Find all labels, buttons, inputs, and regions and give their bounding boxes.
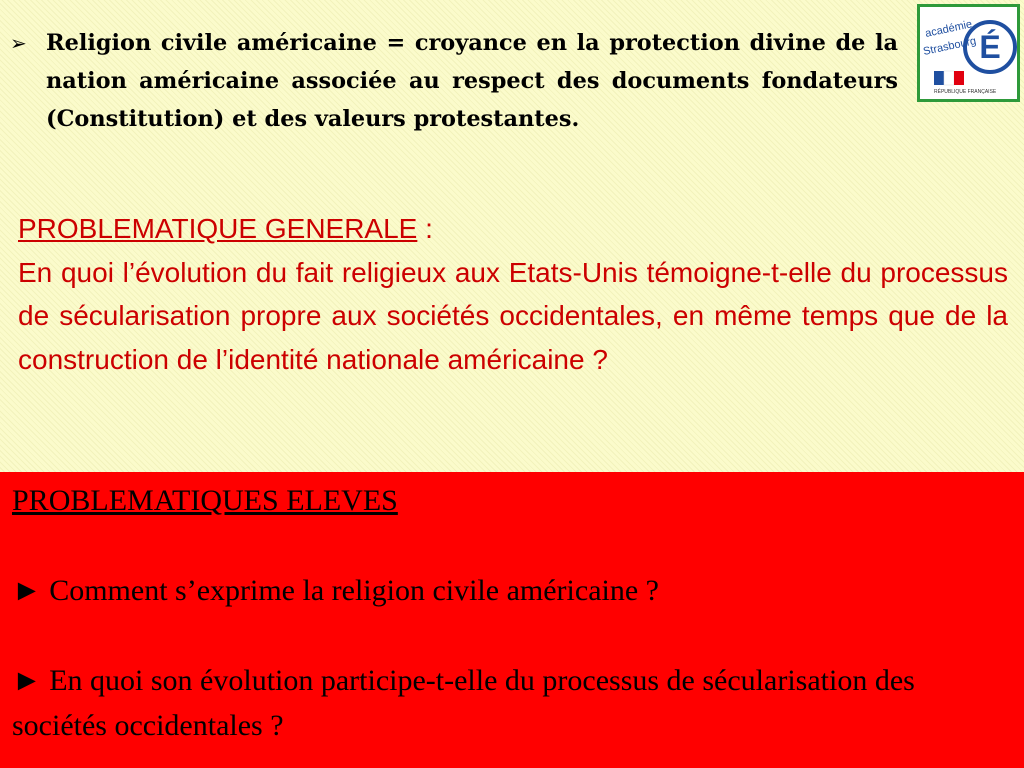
logo-caption: RÉPUBLIQUE FRANÇAISE <box>934 89 997 95</box>
logo-strasbourg-text: Strasbourg <box>922 35 978 58</box>
eleves-heading: PROBLEMATIQUES ELEVES <box>12 484 398 517</box>
religion-civile-definition: Religion civile américaine = croyance en la protection divine de la nation américaine associée au respect des documents fondateurs (Constitution) et des valeurs protestantes. <box>46 30 898 132</box>
problematique-heading: PROBLEMATIQUE GENERALE <box>18 213 418 244</box>
eleves-question-1-text: Comment s’exprime la religion civile américaine ? <box>49 574 659 607</box>
intro-bullet <box>10 24 898 138</box>
problematiques-eleves <box>12 478 1012 748</box>
eleves-question-2-text: En quoi son évolution participe-t-elle du processus de sécularisation des sociétés occidentales ? <box>12 664 915 742</box>
problematique-question: En quoi l’évolution du fait religieux aux Etats-Unis témoigne-t-elle du processus de sécularisation propre aux sociétés occidentales, en même temps que de la construction de l’identité nationale américaine ? <box>18 256 1008 375</box>
french-flag-icon <box>934 71 964 85</box>
problematique-generale <box>18 207 1008 381</box>
triangle-bullet-icon: ► <box>12 574 42 607</box>
triangle-bullet-icon: ► <box>12 664 42 697</box>
logo-academie-text: académie <box>924 18 974 40</box>
eleves-question-1 <box>12 568 1012 613</box>
problematique-colon: : <box>417 213 433 244</box>
logo-letter: É <box>979 29 1001 65</box>
eleves-question-2 <box>12 658 1012 748</box>
academie-strasbourg-logo-graphic <box>920 7 1017 99</box>
academie-strasbourg-logo <box>917 4 1020 102</box>
arrow-bullet-icon: ➢ <box>10 31 27 55</box>
